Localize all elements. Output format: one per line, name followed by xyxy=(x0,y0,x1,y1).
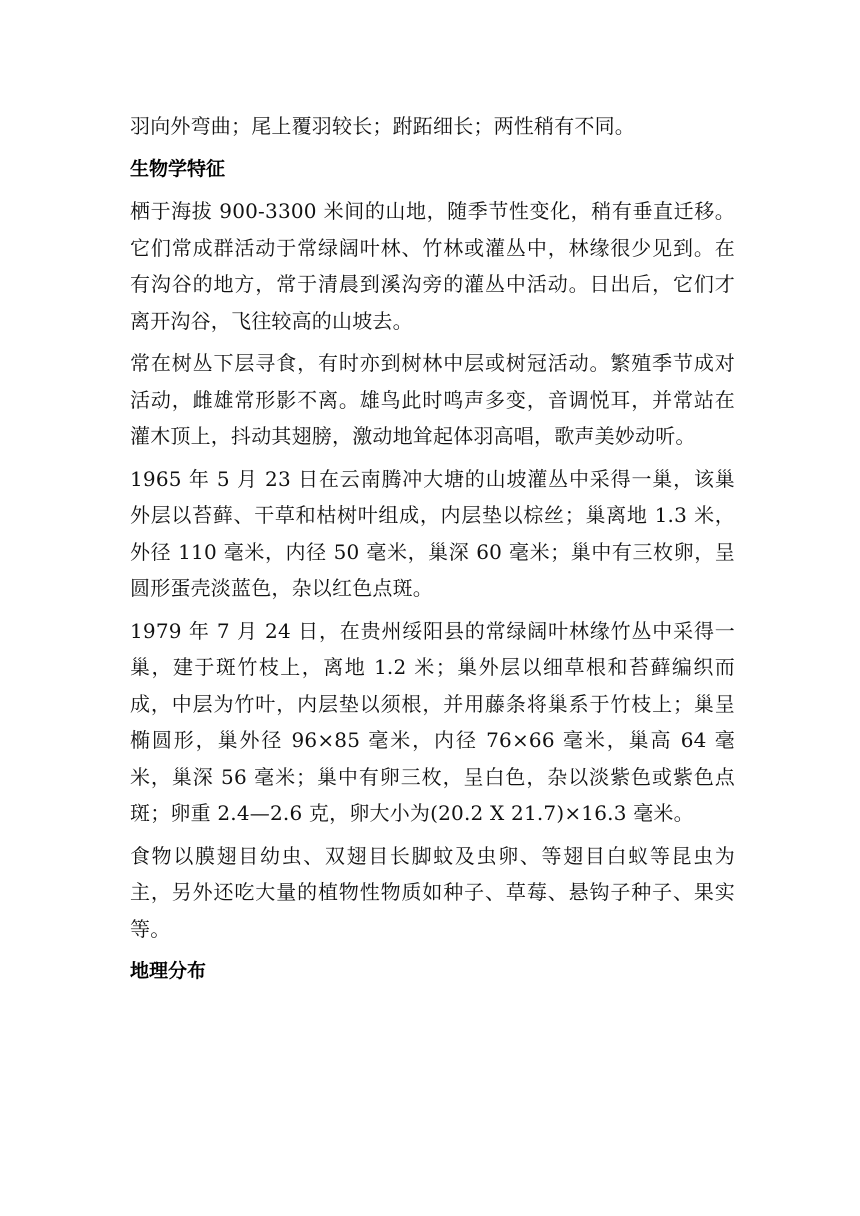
heading-biology: 生物学特征 xyxy=(130,157,226,180)
paragraph-nest-1965: 1965 年 5 月 23 日在云南腾冲大塘的山坡灌丛中采得一巢，该巢外层以苔藓、干草和枯树叶组成，内层垫以棕丝；巢离地 1.3 米，外径 110 毫米，内径 50 毫米，巢深 60 毫米；巢中有三枚卵，呈圆形蛋壳淡蓝色，杂以红色点斑。 xyxy=(130,466,735,600)
paragraph-appearance-end: 羽向外弯曲；尾上覆羽较长；跗跖细长；两性稍有不同。 xyxy=(130,114,635,138)
paragraph-habitat: 栖于海拔 900-3300 米间的山地，随季节性变化，稍有垂直迁移。它们常成群活动于常绿阔叶林、竹林或灌丛中，林缘很少见到。在有沟谷的地方，常于清晨到溪沟旁的灌丛中活动。日出后，它们才离开沟谷，飞往较高的山坡去。 xyxy=(130,199,735,333)
paragraph-diet: 食物以膜翅目幼虫、双翅目长脚蚊及虫卵、等翅目白蚁等昆虫为主，另外还吃大量的植物性物质如种子、草莓、悬钩子种子、果实等。 xyxy=(130,843,735,941)
heading-distribution: 地理分布 xyxy=(130,960,207,982)
paragraph-nest-1979: 1979 年 7 月 24 日，在贵州绥阳县的常绿阔叶林缘竹丛中采得一巢，建于斑竹枝上，离地 1.2 米；巢外层以细草根和苔藓编织而成，中层为竹叶，内层垫以须根，并用藤条将巢系于竹枝上；巢呈椭圆形，巢外径 96×85 毫米，内径 76×66 毫米，巢高 64 毫米，巢深 56 毫米；巢中有卵三枚，呈白色，杂以淡紫色或紫色点斑；卵重 2.4—2.6 克，卵大小为(20.2 X 21.7)×16.3 毫米。 xyxy=(130,618,735,825)
document-body xyxy=(130,108,735,996)
paragraph-behavior: 常在树丛下层寻食，有时亦到树林中层或树冠活动。繁殖季节成对活动，雌雄常形影不离。雄鸟此时鸣声多变，音调悦耳，并常站在灌木顶上，抖动其翅膀，激动地耸起体羽高唱，歌声美妙动听。 xyxy=(130,351,735,448)
